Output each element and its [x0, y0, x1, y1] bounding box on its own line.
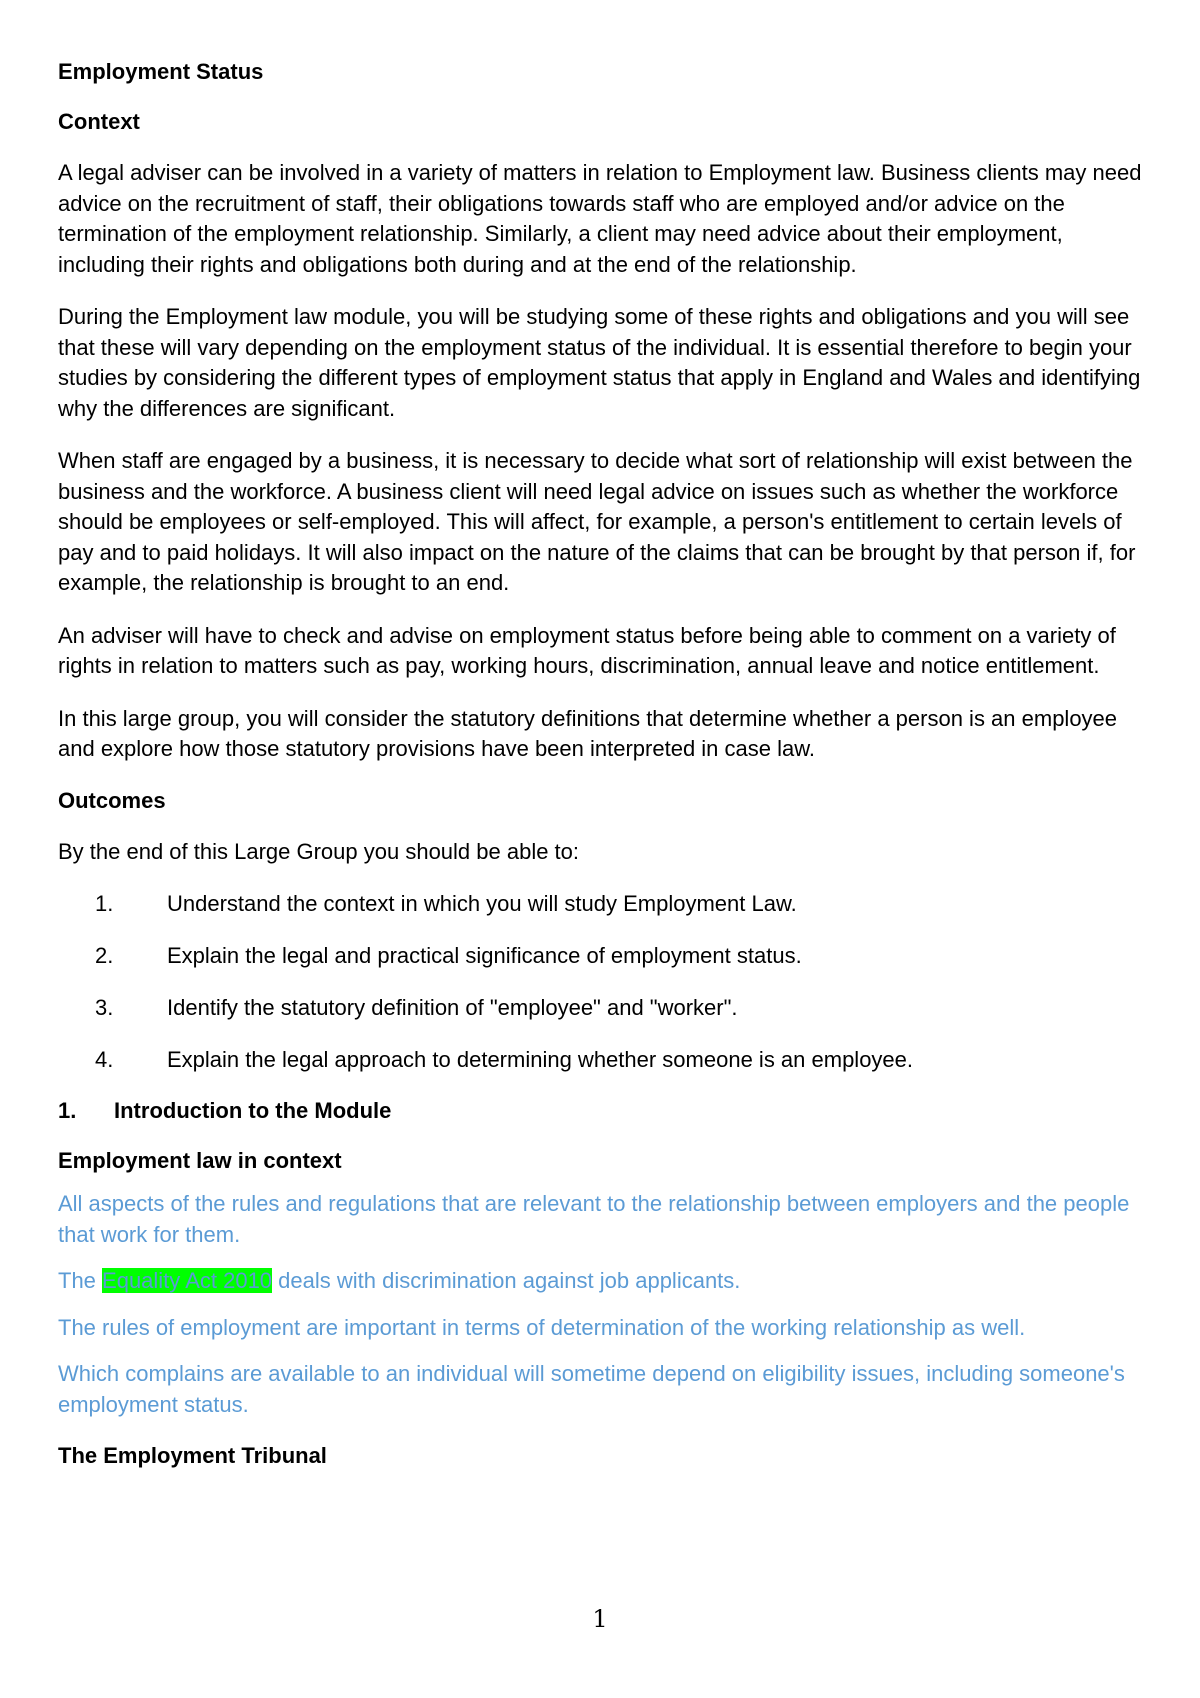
page-number: 1: [592, 1605, 608, 1633]
outcome-number: 2.: [95, 943, 114, 968]
outcomes-heading: Outcomes: [58, 787, 166, 813]
document-page: [58, 58, 1148, 1492]
note-text: deals with discrimination against job applicants.: [272, 1268, 741, 1293]
outcome-text: Understand the context in which you will study Employment Law.: [167, 891, 797, 916]
context-heading: Context: [58, 109, 140, 134]
highlighted-text: Equality Act 2010: [102, 1268, 273, 1293]
outcome-number: 4.: [95, 1047, 114, 1072]
section-number: 1.: [58, 1098, 77, 1123]
subheading-employment-law-in-context: Employment law in context: [58, 1148, 342, 1173]
context-paragraph: When staff are engaged by a business, it is necessary to decide what sort of relationship will exist between the business and the workforce. A business client will need legal advice on issues such as whether the workforce should be employees or self-employed. This will affect, for example, a person's entitlement to certain levels of pay and to paid holidays. It will also impact on the nature of the claims that can be brought by that person if, for example, the relationship is brought to an end.: [58, 448, 1136, 595]
outcome-item: [58, 1045, 1148, 1075]
note-paragraph: The rules of employment are important in terms of determination of the working relationship as well.: [58, 1314, 1026, 1340]
subheading-employment-tribunal: The Employment Tribunal: [58, 1443, 327, 1468]
outcome-number: 1.: [95, 891, 114, 916]
note-paragraph-equality-act: [58, 1266, 1148, 1297]
outcome-item: [58, 993, 1148, 1023]
outcome-item: [58, 889, 1148, 919]
outcome-text: Identify the statutory definition of "employee" and "worker".: [167, 995, 738, 1020]
context-paragraph: A legal adviser can be involved in a variety of matters in relation to Employment law. Business clients may need advice on the recruitment of staff, their obligations towards staff who are employed and/or advice on the termination of the employment relationship. Similarly, a client may need advice about their employment, including their rights and obligations both during and at the end of the relationship.: [58, 160, 1142, 277]
section-1-heading: [58, 1097, 1148, 1125]
outcome-number: 3.: [95, 995, 114, 1020]
outcomes-intro: By the end of this Large Group you should be able to:: [58, 838, 580, 864]
section-title: Introduction to the Module: [114, 1098, 392, 1123]
note-paragraph: All aspects of the rules and regulations that are relevant to the relationship between employers and the people that work for them.: [58, 1191, 1130, 1247]
document-title: Employment Status: [58, 59, 264, 84]
note-text: The: [58, 1268, 103, 1293]
outcome-text: Explain the legal approach to determining whether someone is an employee.: [167, 1047, 914, 1072]
outcome-text: Explain the legal and practical significance of employment status.: [167, 943, 802, 968]
context-paragraph: An adviser will have to check and advise on employment status before being able to comment on a variety of rights in relation to matters such as pay, working hours, discrimination, annual leave and notice entitlement.: [58, 622, 1116, 678]
note-paragraph: Which complains are available to an individual will sometime depend on eligibility issues, including someone's employment status.: [58, 1361, 1125, 1417]
outcome-item: [58, 941, 1148, 971]
context-paragraph: In this large group, you will consider the statutory definitions that determine whether a person is an employee and explore how those statutory provisions have been interpreted in case law.: [58, 705, 1118, 761]
context-paragraph: During the Employment law module, you will be studying some of these rights and obligations and you will see that these will vary depending on the employment status of the individual. It is essential therefore to begin your studies by considering the different types of employment status that apply in England and Wales and identifying why the differences are significant.: [58, 304, 1141, 421]
outcomes-list: [58, 889, 1148, 1075]
